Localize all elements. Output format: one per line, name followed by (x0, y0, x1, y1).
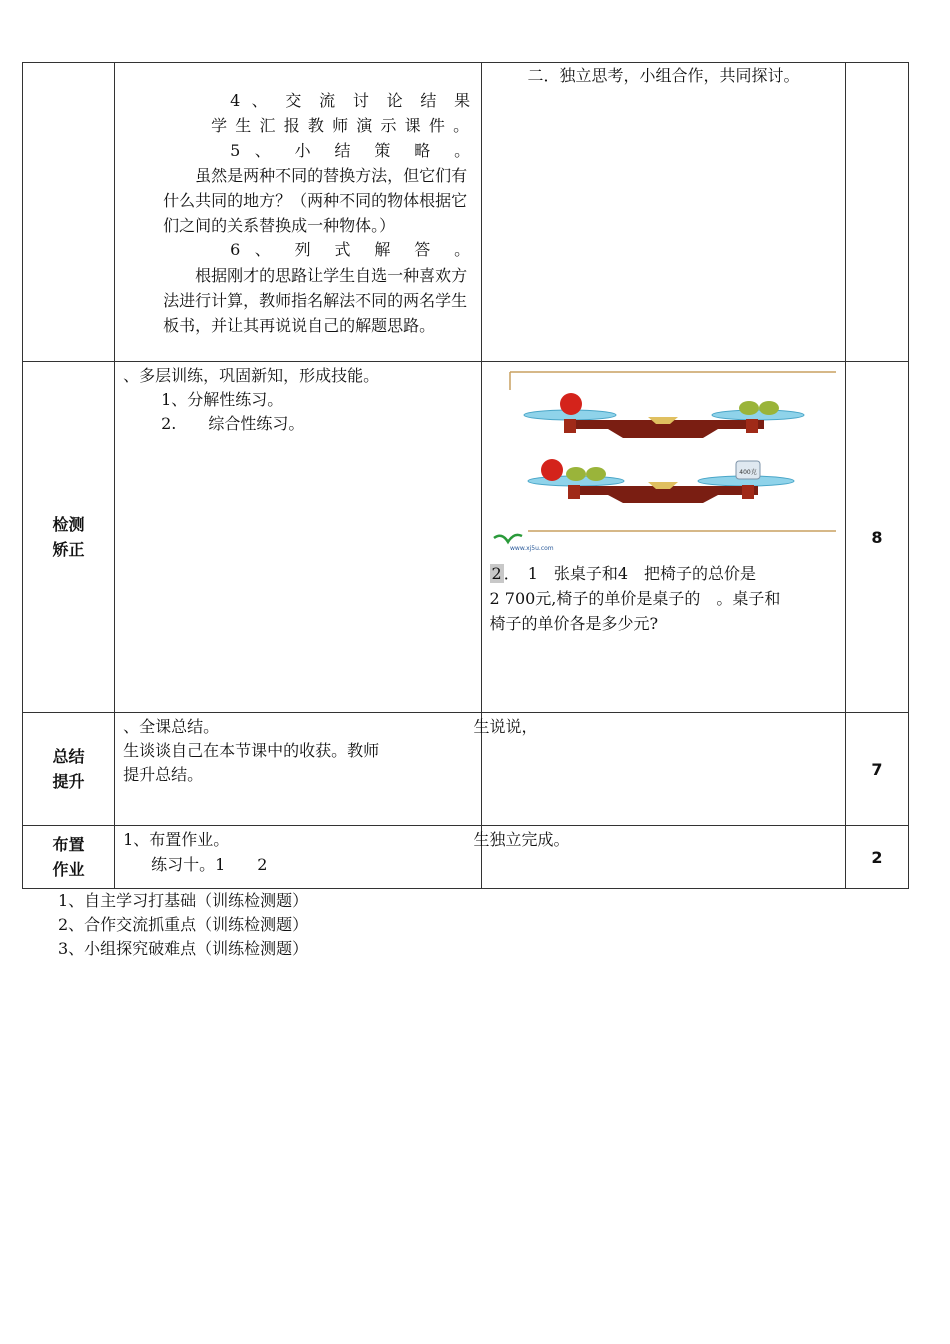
stage-label-cell (23, 63, 115, 362)
minutes-cell: 8 (845, 362, 908, 713)
step5-title: 5 、 小 结 策 略 。 (230, 141, 471, 160)
pear-icon (586, 467, 606, 481)
homework-heading: 1、布置作业。 (123, 830, 230, 849)
student-activity-cell (473, 826, 845, 889)
minutes-cell (845, 63, 908, 362)
table-row (23, 713, 909, 826)
stage-label-line2: 作业 (52, 860, 85, 879)
stage-label-cell (23, 826, 115, 889)
summary-line-2: 生谈谈自己在本节课中的收获。教师 (123, 741, 380, 760)
footer-note-3: 3、小组探究破难点（训练检测题） (58, 939, 309, 958)
problem-line-2: 2 700元,椅子的单价是桌子的 。桌子和 (489, 589, 781, 608)
stage-label-line1: 检测 (52, 515, 85, 534)
teacher-activity-cell (115, 713, 481, 826)
stage-label-cell (23, 362, 115, 713)
stage-label-line2: 提升 (52, 772, 85, 791)
minutes-cell: 2 (845, 826, 908, 889)
student-activity-cell (473, 713, 845, 826)
student-activity-cell (481, 362, 845, 713)
group-work-text: 二．独立思考，小组合作，共同探讨。 (527, 66, 800, 85)
student-independent-text: 生独立完成。 (473, 830, 570, 849)
pear-icon (739, 401, 759, 415)
practice-item-1: 1、分解性练习。 (161, 390, 284, 409)
footer-note-1: 1、自主学习打基础（训练检测题） (58, 891, 309, 910)
table-row (23, 362, 909, 713)
homework-detail: 练习十。1 2 (151, 855, 268, 874)
step6-paragraph: 根据刚才的思路让学生自选一种喜欢方法进行计算，教师指名解法不同的两名学生板书，并让其再说说自己的解题思路。 (163, 266, 468, 335)
step4-body: 学 生 汇 报 教 师 演 示 课 件 。 (211, 116, 470, 135)
balance-scale-1 (524, 393, 804, 438)
problem-line-3: 椅子的单价各是多少元? (489, 614, 659, 633)
step6-title: 6 、 列 式 解 答 。 (230, 240, 471, 259)
svg-text:www.xj5u.com: www.xj5u.com (509, 545, 554, 552)
teacher-activity-cell (115, 826, 481, 889)
apple-icon (560, 393, 582, 415)
step4-title: 4 、 交 流 讨 论 结 果 (230, 91, 471, 110)
teacher-activity-cell (115, 362, 481, 713)
stage-label-line2: 矫正 (52, 540, 85, 559)
pear-icon (759, 401, 779, 415)
lesson-plan-table (22, 62, 909, 889)
balance-scale-2 (528, 459, 794, 503)
site-watermark (494, 535, 554, 552)
summary-line-3: 提升总结。 (123, 765, 204, 784)
weight-label: 400克 (738, 469, 757, 476)
practice-item-2: 2. 综合性练习。 (161, 414, 305, 433)
stage-label-cell (23, 713, 115, 826)
student-activity-cell (481, 63, 845, 362)
stage-label-line1: 总结 (52, 747, 85, 766)
apple-icon (541, 459, 563, 481)
footer-note-2: 2、合作交流抓重点（训练检测题） (58, 915, 309, 934)
balance-scale-illustration (488, 366, 836, 556)
table-row (23, 63, 909, 362)
student-talk-text: 生说说， (473, 717, 538, 736)
table-row (23, 826, 909, 889)
pear-icon (566, 467, 586, 481)
summary-heading: 、全课总结。 (123, 717, 220, 736)
teacher-activity-cell (115, 63, 481, 362)
practice-heading: 、多层训练，巩固新知，形成技能。 (123, 366, 380, 385)
stage-label-line1: 布置 (52, 835, 85, 854)
step5-paragraph: 虽然是两种不同的替换方法，但它们有什么共同的地方？（两种不同的物体根据它们之间的关系替换成一种物体。） (163, 166, 468, 235)
minutes-cell: 7 (845, 713, 908, 826)
problem-line-1: 2 ． 1 张桌子和4 把椅子的总价是 (491, 564, 757, 583)
problem-number: 2 (491, 564, 502, 583)
